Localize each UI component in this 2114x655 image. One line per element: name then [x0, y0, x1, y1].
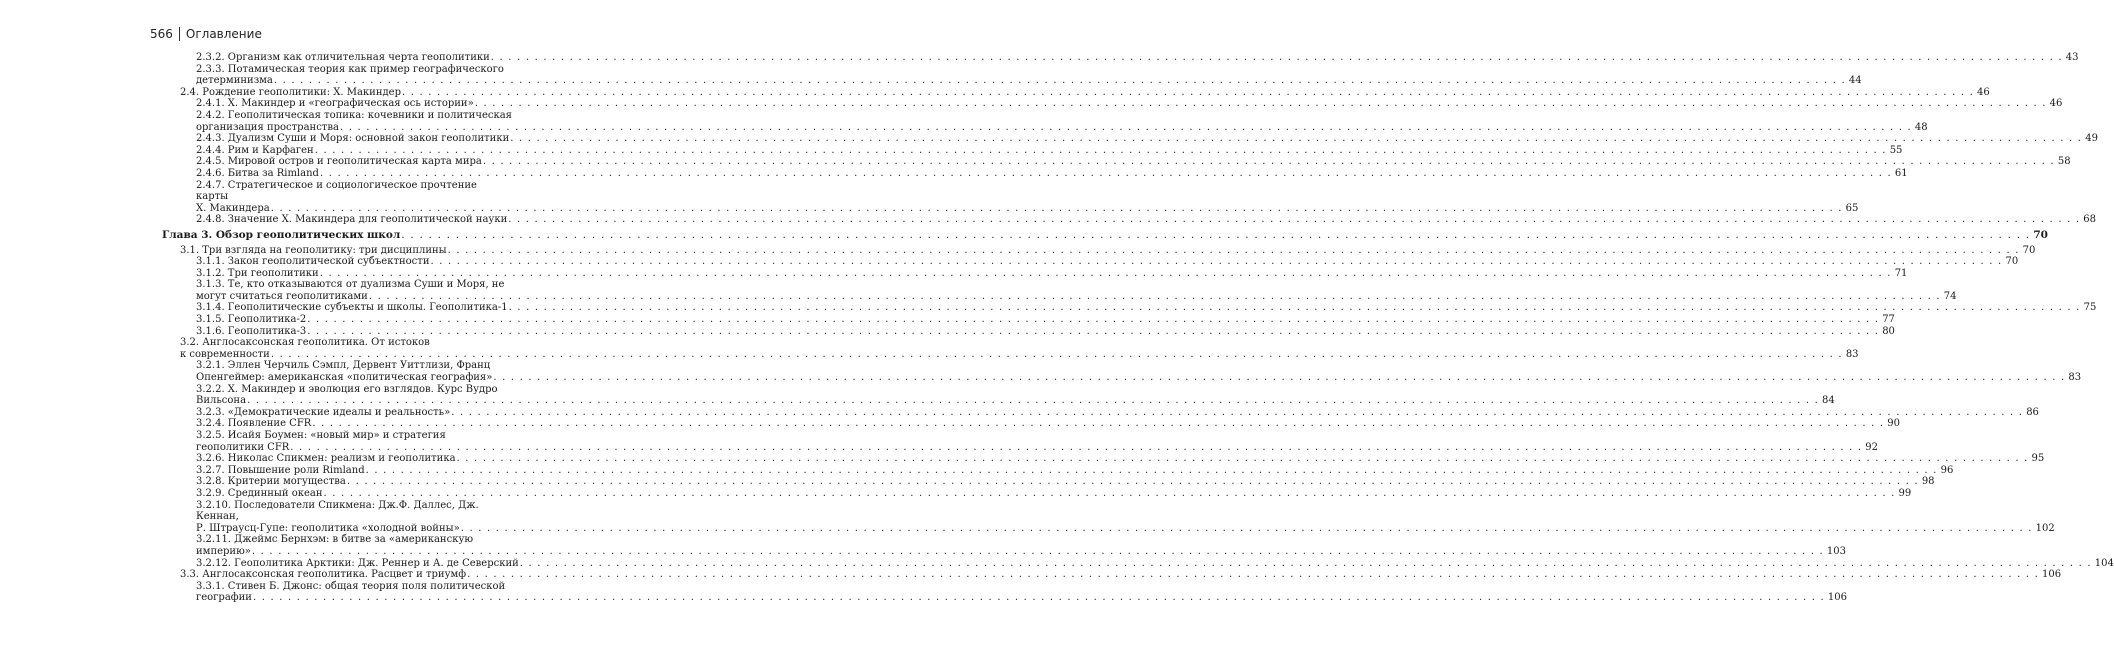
toc-entry — [150, 167, 1908, 180]
toc-entry — [150, 487, 1912, 500]
toc-page-number: 49 — [2085, 133, 2098, 145]
toc-page-number: 71 — [1894, 267, 1908, 279]
toc-entry — [150, 109, 1928, 133]
toc-page-number: 70 — [2005, 256, 2019, 268]
toc-entry-title: геополитики CFR — [196, 441, 290, 453]
toc-entry — [150, 453, 2045, 465]
dot-leader — [246, 395, 1820, 407]
toc-entry-title: организация пространства — [196, 121, 339, 133]
toc-page-number: 98 — [1921, 476, 1935, 488]
toc-entry — [150, 98, 2063, 110]
dot-leader — [273, 75, 1847, 87]
toc-entry-title: империю» — [196, 545, 251, 557]
toc-entry-title: 3.1.1. Закон геополитической субъектности — [196, 256, 430, 268]
toc-entry-title: 3.1.5. Геополитика-2 — [196, 314, 307, 326]
toc-entry-title: 3.2.6. Николас Спикмен: реализм и геополитика — [196, 453, 456, 465]
toc-entry-title: 2.4.8. Значение Х. Макиндера для геополитической науки — [196, 214, 508, 226]
toc-entry-title: детерминизма — [196, 75, 273, 87]
toc-entry — [150, 337, 1859, 360]
toc-entry-title: Глава 3. Обзор геополитических школ — [162, 228, 401, 241]
page-header — [150, 24, 262, 44]
toc-page-number: 102 — [2035, 522, 2055, 534]
toc-entry-title-line: 2.4.7. Стратегическое и социологическое прочтение карты — [196, 179, 477, 203]
toc-entry — [150, 464, 1954, 477]
dot-leader — [447, 245, 2021, 257]
toc-entry-title: 3.2.7. Повышение роли Rimland — [196, 464, 365, 476]
header-divider — [179, 27, 180, 41]
dot-leader — [251, 546, 1825, 558]
section-title: Оглавление — [185, 27, 262, 41]
toc-entry-title: 2.4.5. Мировой остров и геополитическая карта мира — [196, 156, 482, 168]
toc-entry — [150, 383, 1835, 407]
toc-entry — [150, 279, 1957, 302]
toc-page-number: 103 — [1826, 545, 1846, 557]
toc-entry-title: 3.2.3. «Демократические идеалы и реальность» — [196, 406, 451, 418]
toc-entry-title-line: 3.2.5. Исайя Боумен: «новый мир» и стратегия — [196, 430, 446, 441]
dot-leader — [460, 523, 2034, 535]
toc-entry-title: Р. Штраусц-Гупе: геополитика «холодной войны» — [196, 522, 460, 534]
dot-leader — [456, 453, 2030, 465]
toc-entry — [150, 267, 1908, 280]
toc-entry-title: 3.1.4. Геополитические субъекты и школы. Геополитика-1 — [196, 302, 508, 314]
toc-entry-title: 2.4. Рождение геополитики: Х. Макиндер — [180, 86, 401, 98]
dot-leader — [508, 302, 2082, 314]
dot-leader — [466, 569, 2040, 581]
toc-entry-title: географии — [196, 592, 252, 604]
toc-entry-title-line: 3.2.10. Последователи Спикмена: Дж.Ф. Даллес, Дж. Кеннан, — [196, 499, 479, 523]
toc-entry — [150, 256, 2019, 268]
dot-leader — [306, 326, 1880, 338]
toc-page-number: 74 — [1943, 290, 1957, 302]
toc-entry-title: к современности — [180, 348, 270, 360]
toc-entry-title: 3.2.9. Срединный океан — [196, 487, 323, 499]
dot-leader — [365, 465, 1939, 477]
toc-entry — [150, 179, 1859, 215]
toc-page-number: 84 — [1822, 395, 1835, 407]
toc-page-number: 68 — [2083, 214, 2096, 226]
toc-entry-title: 3.3. Англосаксонская геополитика. Расцвет и триумф — [180, 569, 467, 581]
toc-entry — [150, 52, 2079, 64]
toc-page-number: 43 — [2065, 52, 2079, 63]
toc-entry — [150, 499, 2055, 535]
toc-entry — [150, 63, 1862, 87]
toc-entry — [150, 360, 2082, 384]
toc-entry — [150, 302, 2097, 314]
dot-leader — [319, 168, 1893, 180]
toc-page-number: 92 — [1865, 441, 1878, 453]
toc-entry-title: могут считаться геополитиками — [196, 290, 368, 302]
toc-entry — [150, 133, 2098, 145]
toc-page-number: 80 — [1882, 325, 1895, 337]
toc-page-number: 44 — [1848, 75, 1862, 87]
toc-entry-title: 3.2.8. Критерии могущества — [196, 476, 346, 488]
toc-page-number: 46 — [1976, 86, 1990, 98]
dot-leader — [490, 52, 2064, 64]
toc-entry-title-line: 2.3.3. Потамическая теория как пример географического — [196, 63, 504, 75]
dot-leader — [401, 87, 1975, 99]
toc-entry-title: 3.2.12. Геополитика Арктики: Дж. Реннер и А. де Северский — [196, 557, 519, 569]
toc-entry — [150, 534, 1846, 557]
toc-entry — [150, 314, 1895, 326]
dot-leader — [270, 203, 1844, 215]
toc-entry — [150, 418, 1901, 430]
toc-entry-title-line: 3.2.1. Эллен Черчиль Сэмпл, Дервент Уиттлизи, Франц — [196, 360, 491, 372]
toc-entry-title: 2.4.3. Дуализм Суши и Моря: основной закон геополитики — [196, 133, 510, 145]
toc-page-number: 55 — [1889, 144, 1903, 156]
toc-page-number: 46 — [2049, 98, 2063, 110]
dot-leader — [314, 145, 1888, 157]
toc-entry-title-line: 3.3.1. Стивен Б. Джонс: общая теория поля политической — [196, 580, 506, 592]
toc-page-number: 90 — [1887, 418, 1901, 430]
toc-entry — [150, 144, 1903, 157]
toc-entry — [150, 86, 1990, 99]
toc-entry-title: 3.2.4. Появление CFR — [196, 418, 312, 430]
dot-leader — [450, 407, 2024, 419]
toc-entry — [150, 569, 2062, 581]
toc-entry — [150, 325, 1895, 338]
toc-page-number: 75 — [2083, 302, 2097, 314]
dot-leader — [507, 214, 2081, 226]
toc-entry-title: Вильсона — [196, 395, 247, 407]
dot-leader — [270, 349, 1844, 361]
toc-page-number: 58 — [2057, 156, 2071, 168]
dot-leader — [492, 372, 2066, 384]
dot-leader — [429, 256, 2003, 268]
toc-entry-title-line: 3.2.11. Джеймс Бернхэм: в битве за «американскую — [196, 534, 474, 546]
dot-leader — [306, 314, 1880, 326]
toc-entry-title-line: 3.1.3. Те, кто отказываются от дуализма Суши и Моря, не — [196, 279, 505, 291]
toc-entry — [150, 406, 2039, 419]
toc-page-number: 70 — [2022, 244, 2036, 256]
toc-page-number: 65 — [1845, 202, 1859, 214]
toc-entry-title-line: 3.2.2. Х. Макиндер и эволюция его взглядов. Курс Вудро — [196, 383, 498, 395]
toc-entry-title: Х. Макиндера — [196, 202, 270, 214]
toc-entry-title: Опенгеймер: американская «политическая география» — [196, 372, 493, 384]
toc-entry — [150, 476, 1935, 488]
dot-leader — [400, 230, 2031, 242]
toc-page-number: 83 — [2068, 372, 2082, 384]
toc-page-number: 96 — [1940, 464, 1954, 476]
toc-entry-title-line: 2.4.2. Геополитическая топика: кочевники и политическая — [196, 109, 512, 121]
toc-entry — [150, 214, 2096, 226]
dot-leader — [339, 122, 1913, 134]
dot-leader — [319, 268, 1893, 280]
dot-leader — [289, 442, 1863, 454]
toc-entry-title-line: 3.2. Англосаксонская геополитика. От истоков — [180, 337, 430, 349]
toc-entry — [150, 580, 1847, 604]
toc-page-number: 106 — [1827, 592, 1847, 604]
table-of-contents — [150, 52, 2114, 604]
toc-entry — [150, 557, 2114, 570]
dot-leader — [368, 291, 1942, 303]
toc-entry-title: 3.1.6. Геополитика-3 — [196, 325, 307, 337]
dot-leader — [323, 488, 1897, 500]
toc-page-number: 77 — [1882, 314, 1895, 326]
dot-leader — [519, 558, 2093, 570]
toc-page-number: 95 — [2031, 453, 2045, 465]
toc-page-number: 70 — [2033, 228, 2048, 241]
toc-entry — [150, 244, 2036, 257]
toc-entry-title: 2.3.2. Организм как отличительная черта геополитики — [196, 52, 490, 63]
toc-entry-title: 3.1.2. Три геополитики — [196, 267, 319, 279]
toc-page-number: 86 — [2026, 406, 2039, 418]
toc-entry-title: 3.1. Три взгляда на геополитику: три дисциплины — [180, 244, 447, 256]
page-number: 566 — [150, 27, 173, 41]
dot-leader — [474, 98, 2048, 110]
toc-chapter-entry — [150, 228, 2048, 242]
dot-leader — [346, 476, 1920, 488]
dot-leader — [311, 418, 1885, 430]
toc-page-number: 83 — [1845, 348, 1859, 360]
toc-entry — [150, 430, 1878, 453]
toc-page-number: 99 — [1898, 487, 1912, 499]
toc-entry-title: 2.4.6. Битва за Rimland — [196, 167, 319, 179]
toc-entry-title: 2.4.4. Рим и Карфаген — [196, 144, 314, 156]
toc-entry — [150, 156, 2071, 168]
toc-page-number: 106 — [2042, 569, 2062, 581]
toc-page-number: 48 — [1914, 121, 1928, 133]
toc-page-number: 61 — [1894, 167, 1908, 179]
dot-leader — [252, 592, 1826, 604]
dot-leader — [482, 156, 2056, 168]
toc-entry-title: 2.4.1. Х. Макиндер и «географическая ось истории» — [196, 98, 474, 110]
dot-leader — [509, 133, 2083, 145]
toc-page-number: 104 — [2094, 557, 2114, 569]
